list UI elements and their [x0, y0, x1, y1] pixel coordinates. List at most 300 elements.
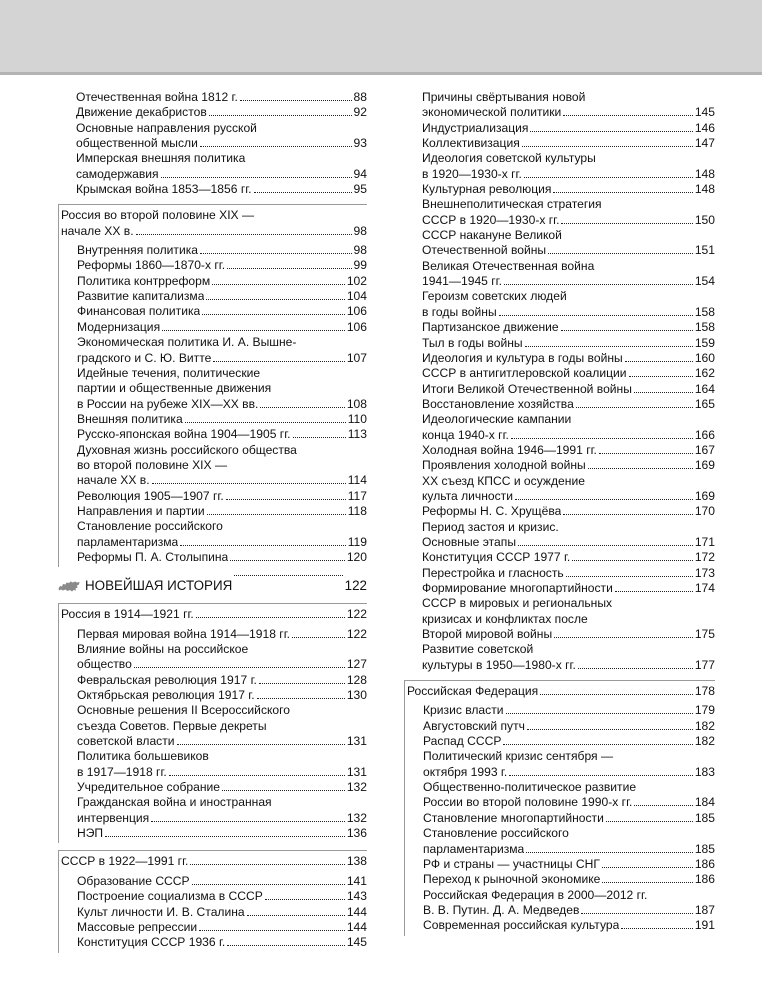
toc-page-number: 120 [346, 549, 367, 564]
toc-entry-title: Внутренняя политика [77, 243, 198, 258]
dot-leader [525, 344, 693, 347]
toc-entry-line: Влияние войны на российское [77, 642, 249, 656]
toc-entry-last-line [76, 136, 367, 151]
toc-entry[interactable] [422, 259, 715, 290]
toc-group [59, 627, 367, 842]
toc-entry-last-line [422, 428, 715, 443]
dot-leader [522, 144, 693, 147]
toc-entry-title: Финансовая политика [77, 304, 201, 319]
toc-entry[interactable] [77, 427, 367, 442]
toc-entry-last-line [423, 918, 715, 933]
toc-entry[interactable] [77, 504, 367, 519]
toc-entry-last-line [422, 336, 715, 351]
toc-entry-last-line [422, 504, 715, 519]
dot-leader [254, 190, 352, 193]
toc-page-number: 171 [694, 534, 715, 549]
dot-leader [553, 190, 692, 193]
toc-entry-title: Реформы Н. С. Хрущёва [422, 504, 562, 519]
toc-entry-title: Восстановление хозяйства [422, 396, 574, 411]
dot-leader [230, 558, 345, 561]
toc-entry-last-line [423, 857, 715, 872]
toc-entry-title: Реформы П. А. Столыпина [77, 549, 229, 564]
toc-entry-last-line [422, 243, 715, 258]
toc-entry[interactable] [422, 596, 715, 642]
toc-entry-last-line [77, 274, 367, 289]
toc-page-number: 154 [694, 274, 715, 289]
toc-entry-line: Основные направления русской [76, 120, 257, 135]
toc-entry[interactable] [77, 243, 367, 258]
toc-entry-last-line [77, 920, 367, 935]
dot-leader [105, 834, 345, 837]
toc-page-number: 104 [346, 289, 367, 304]
toc-entry[interactable] [423, 872, 715, 887]
toc-page-number: 113 [347, 427, 367, 442]
dot-leader [566, 574, 693, 577]
toc-entry-last-line [77, 535, 367, 550]
dot-leader [177, 742, 345, 745]
dot-leader [499, 313, 693, 316]
toc-entry-line: Период застоя и кризис. [422, 519, 559, 534]
toc-entry-last-line [76, 167, 367, 182]
toc-section-heading[interactable] [59, 854, 367, 869]
toc-entry-last-line [422, 167, 715, 182]
dot-leader [185, 420, 346, 423]
toc-entry[interactable] [422, 351, 715, 366]
toc-entry-title: 1941—1945 гг. [422, 274, 502, 289]
dot-leader [199, 928, 345, 931]
toc-entry-last-line [77, 780, 367, 795]
dot-leader [161, 175, 352, 178]
toc-section-heading[interactable] [59, 607, 367, 622]
toc-entry[interactable] [76, 121, 367, 152]
dot-leader [578, 666, 693, 669]
toc-entry-title: Построение социализма в СССР [77, 889, 263, 904]
toc-section-block [58, 204, 367, 567]
toc-page-number: 148 [694, 166, 715, 181]
toc-entry[interactable] [77, 289, 367, 304]
toc-entry[interactable] [422, 197, 715, 228]
toc-entry-last-line [422, 397, 715, 412]
toc-entry-title: Конституция СССР 1936 г. [77, 935, 226, 950]
toc-entry-line: во второй половине XIX — [77, 457, 228, 472]
toc-entry[interactable] [77, 550, 367, 565]
toc-entry-title: Перестройка и гласность [422, 565, 564, 580]
toc-entry-line: Духовная жизнь российского общества [77, 442, 297, 457]
toc-entry[interactable] [77, 780, 367, 795]
toc-page-number: 148 [694, 182, 715, 197]
toc-page-number: 143 [346, 889, 367, 904]
toc-entry[interactable] [76, 151, 367, 182]
toc-entry-last-line [422, 566, 715, 581]
toc-page-number: 108 [346, 396, 367, 411]
dot-leader [292, 635, 345, 638]
toc-entry[interactable] [422, 397, 715, 412]
toc-entry[interactable] [77, 920, 367, 935]
toc-entry[interactable] [77, 889, 367, 904]
toc-entry-last-line [77, 489, 367, 504]
toc-page-number: 145 [694, 105, 715, 120]
toc-entry-title: Политика контрреформ [77, 273, 211, 288]
toc-entry-line: Идеологические кампании [422, 412, 572, 427]
toc-page-number: 144 [346, 904, 367, 919]
toc-entry[interactable] [422, 382, 715, 397]
dot-leader [524, 175, 693, 178]
toc-page-number: 146 [694, 120, 715, 135]
toc-entry-last-line [423, 795, 715, 810]
toc-entry-title: Россия в 1914—1921 гг. [61, 607, 194, 622]
toc-entry-last-line [77, 627, 367, 642]
part-heading[interactable] [58, 576, 367, 596]
toc-page-number: 166 [694, 427, 715, 442]
toc-page-number: 98 [353, 243, 367, 258]
toc-entry-title: культа личности [422, 488, 513, 503]
toc-entry-last-line [61, 607, 367, 622]
toc-entry[interactable] [76, 90, 367, 105]
dot-leader [629, 374, 693, 377]
toc-page-number: 150 [694, 212, 715, 227]
toc-entry[interactable] [77, 642, 367, 673]
toc-entry-line: Гражданская война и иностранная [77, 795, 272, 810]
dot-leader [200, 144, 352, 147]
russia-map-icon [58, 580, 80, 593]
toc-page-number: 102 [346, 273, 367, 288]
toc-entry-title: экономической политики [422, 105, 562, 120]
toc-entry[interactable] [422, 366, 715, 381]
dot-leader [169, 773, 345, 776]
toc-page-number: 130 [346, 688, 367, 703]
toc-entry[interactable] [77, 905, 367, 920]
toc-entry-title: Октябрьская революция 1917 г. [77, 688, 255, 703]
toc-entry-last-line [77, 657, 367, 672]
toc-entry[interactable] [422, 289, 715, 320]
toc-entry-line: Россия во второй половине XIX — [61, 208, 255, 223]
toc-entry-title: Второй мировой войны [422, 627, 553, 642]
toc-entry[interactable] [422, 474, 715, 505]
toc-entry-last-line [423, 811, 715, 826]
toc-entry-line: Основные решения II Всероссийского [77, 703, 291, 718]
toc-entry[interactable] [76, 105, 367, 120]
dot-leader [634, 803, 692, 806]
toc-entry-last-line [422, 581, 715, 596]
toc-page-number: 106 [346, 304, 367, 319]
toc-entry[interactable] [77, 489, 367, 504]
toc-entry[interactable] [77, 703, 367, 749]
toc-entry-last-line [76, 105, 367, 120]
dot-leader [152, 481, 346, 484]
toc-entry[interactable] [422, 90, 715, 121]
dot-leader [206, 297, 344, 300]
toc-entry-title: Коллективизация [422, 136, 520, 151]
toc-entry-last-line [422, 105, 715, 120]
dot-leader [257, 696, 345, 699]
dot-leader [196, 615, 345, 618]
toc-entry-last-line [422, 182, 715, 197]
toc-page-number: 175 [694, 627, 715, 642]
toc-page-number: 158 [694, 320, 715, 335]
toc-entry-last-line [422, 121, 715, 136]
toc-entry-line: партии и общественные движения [77, 381, 272, 396]
toc-entry[interactable] [77, 935, 367, 950]
toc-page-number: 185 [694, 810, 715, 825]
toc-entry-last-line [422, 305, 715, 320]
toc-entry[interactable] [77, 366, 367, 412]
toc-entry[interactable] [422, 121, 715, 136]
toc-page-number: 185 [694, 841, 715, 856]
toc-entry-last-line [423, 903, 715, 918]
toc-entry-title: Тыл в годы войны [422, 335, 523, 350]
dot-leader [260, 405, 344, 408]
toc-entry-title: Образование СССР [77, 873, 190, 888]
toc-entry[interactable] [422, 520, 715, 551]
dot-leader [209, 113, 352, 116]
toc-entry-title: Холодная война 1946—1991 гг. [422, 442, 597, 457]
dot-leader [293, 435, 346, 438]
toc-entry[interactable] [423, 918, 715, 933]
toc-entry-line: Причины свёртывания новой [422, 90, 586, 104]
toc-entry-title: Учредительное собрание [77, 780, 221, 795]
dot-leader [602, 880, 692, 883]
toc-group [58, 90, 367, 197]
toc-entry[interactable] [77, 412, 367, 427]
toc-entry-last-line [77, 734, 367, 749]
toc-entry-title: самодержавия [76, 166, 159, 181]
toc-entry[interactable] [77, 826, 367, 841]
toc-page-number: 173 [694, 565, 715, 580]
toc-entry[interactable] [422, 458, 715, 473]
toc-section-heading[interactable] [59, 208, 367, 239]
dot-leader [548, 251, 693, 254]
dot-leader [192, 882, 345, 885]
toc-entry[interactable] [423, 811, 715, 826]
dot-leader [526, 850, 693, 853]
toc-entry[interactable] [77, 688, 367, 703]
toc-entry-title: В. В. Путин. Д. А. Медведев [423, 902, 580, 917]
dot-leader [527, 727, 693, 730]
toc-page-number: 122 [346, 607, 367, 622]
dot-leader [572, 558, 693, 561]
toc-entry[interactable] [423, 826, 715, 857]
dot-leader [561, 221, 692, 224]
toc-entry[interactable] [77, 335, 367, 366]
toc-entry-last-line [77, 811, 367, 826]
toc-entry-title: октября 1993 г. [423, 764, 508, 779]
toc-entry[interactable] [77, 749, 367, 780]
toc-entry-title: Движение декабристов [76, 105, 207, 120]
toc-page-number: 94 [353, 166, 367, 181]
dot-leader [202, 312, 345, 315]
toc-entry[interactable] [77, 274, 367, 289]
toc-page-number: 144 [346, 919, 367, 934]
toc-page-number: 186 [694, 872, 715, 887]
toc-entry-title: градского и С. Ю. Витте [77, 350, 212, 365]
toc-entry-line: кризисах и конфликтах после [422, 611, 588, 626]
dot-leader [540, 692, 693, 695]
toc-page-number: 182 [694, 718, 715, 733]
toc-entry-last-line [77, 935, 367, 950]
dot-leader [561, 328, 693, 331]
toc-entry[interactable] [77, 320, 367, 335]
toc-page-number: 99 [353, 258, 367, 273]
toc-page-number: 110 [347, 411, 367, 426]
toc-entry-line: Политический кризис сентября — [423, 749, 614, 764]
dot-leader [509, 773, 693, 776]
dot-leader [207, 512, 346, 515]
toc-entry-title: Современная российская культура [423, 918, 620, 933]
toc-entry-line: Становление российского [423, 826, 569, 841]
toc-entry-last-line [422, 274, 715, 289]
toc-entry[interactable] [423, 703, 715, 718]
toc-entry[interactable] [422, 182, 715, 197]
toc-section-block [58, 603, 367, 843]
toc-entry[interactable] [422, 320, 715, 335]
dot-leader [226, 497, 346, 500]
toc-entry-title: России во второй половине 1990-х гг. [423, 795, 633, 810]
toc-entry-last-line [77, 304, 367, 319]
toc-entry-last-line [422, 627, 715, 642]
part-page: 122 [344, 578, 367, 594]
toc-entry-title: Индустриализация [422, 120, 529, 135]
toc-entry-title: Кризис власти [423, 703, 504, 718]
toc-entry[interactable] [77, 519, 367, 550]
toc-entry-title: Первая мировая война 1914—1918 гг. [77, 626, 291, 641]
toc-page-number: 160 [694, 350, 715, 365]
toc-page-number: 179 [694, 703, 715, 718]
toc-entry-title: начале XX в. [77, 473, 150, 488]
toc-right-column [404, 90, 715, 936]
toc-entry-last-line [422, 658, 715, 673]
dot-leader [576, 405, 693, 408]
dot-leader [599, 451, 693, 454]
toc-entry-line: Российская Федерация в 2000—2012 гг. [423, 887, 648, 902]
toc-left-column [58, 90, 367, 953]
toc-page-number: 95 [353, 182, 367, 197]
toc-entry-line: съезда Советов. Первые декреты [77, 718, 267, 733]
toc-entry-title: в 1920—1930-х гг. [422, 166, 522, 181]
toc-entry-last-line [422, 136, 715, 151]
part-title: НОВЕЙШАЯ ИСТОРИЯ [85, 578, 233, 594]
dot-leader [213, 359, 344, 362]
toc-entry-title: Становление многопартийности [423, 810, 604, 825]
dot-leader [212, 282, 345, 285]
toc-entry-title: общество [77, 657, 132, 672]
toc-page-number: 131 [346, 734, 367, 749]
toc-page-number: 186 [694, 856, 715, 871]
toc-entry-title: СССР в антигитлеровской коалиции [422, 366, 627, 381]
toc-entry-title: Распад СССР [423, 734, 502, 749]
toc-entry[interactable] [77, 874, 367, 889]
dot-leader [222, 788, 345, 791]
toc-entry-title: Культурная революция [422, 182, 552, 197]
toc-page-number: 191 [694, 918, 715, 933]
toc-entry-title: Культ личности И. В. Сталина [77, 904, 245, 919]
toc-page-number: 169 [694, 488, 715, 503]
toc-entry-title: Августовский путч [423, 718, 525, 733]
toc-entry[interactable] [422, 504, 715, 519]
toc-page-number: 136 [346, 826, 367, 841]
toc-entry[interactable] [423, 780, 715, 811]
toc-entry[interactable] [422, 642, 715, 673]
toc-entry-last-line [77, 905, 367, 920]
toc-entry[interactable] [422, 228, 715, 259]
toc-page-number: 145 [346, 935, 367, 950]
toc-entry-line: СССР в мировых и региональных [422, 596, 613, 611]
dot-leader [634, 390, 693, 393]
toc-section-block [58, 850, 367, 952]
toc-entry[interactable] [422, 550, 715, 565]
toc-entry[interactable] [77, 673, 367, 688]
toc-entry[interactable] [422, 336, 715, 351]
toc-group [59, 243, 367, 565]
toc-entry[interactable] [77, 443, 367, 489]
toc-entry-line: Имперская внешняя политика [76, 151, 246, 166]
toc-page-number: 138 [346, 854, 367, 869]
dot-leader [554, 635, 693, 638]
toc-entry-title: Крымская война 1853—1856 гг. [76, 182, 252, 197]
toc-section-block [404, 680, 715, 936]
toc-entry[interactable] [422, 566, 715, 581]
toc-entry-title: Проявления холодной войны [422, 458, 586, 473]
toc-page-number: 141 [346, 873, 367, 888]
toc-entry-last-line [77, 550, 367, 565]
toc-entry[interactable] [77, 304, 367, 319]
toc-entry[interactable] [423, 734, 715, 749]
toc-entry[interactable] [422, 412, 715, 443]
toc-entry[interactable] [423, 857, 715, 872]
toc-page-number: 128 [346, 672, 367, 687]
toc-page-number: 127 [346, 657, 367, 672]
toc-entry-last-line [423, 703, 715, 718]
toc-entry-last-line [77, 289, 367, 304]
toc-entry[interactable] [77, 258, 367, 273]
toc-entry[interactable] [422, 443, 715, 458]
toc-entry[interactable] [423, 719, 715, 734]
toc-entry-last-line [77, 427, 367, 442]
toc-entry[interactable] [423, 749, 715, 780]
toc-page-number: 177 [694, 657, 715, 672]
toc-entry-title: культуры в 1950—1980-х гг. [422, 657, 576, 672]
toc-entry[interactable] [76, 182, 367, 197]
toc-entry[interactable] [422, 136, 715, 151]
toc-page-number: 174 [694, 581, 715, 595]
toc-entry-last-line [77, 874, 367, 889]
toc-entry[interactable] [77, 795, 367, 826]
toc-entry-last-line [77, 412, 367, 427]
toc-page-number: 158 [694, 304, 715, 319]
toc-entry-last-line [61, 854, 367, 869]
dot-leader [602, 865, 693, 868]
toc-page-number: 164 [694, 381, 715, 396]
toc-entry-line: Общественно-политическое развитие [423, 780, 637, 795]
toc-entry-title: Внешняя политика [77, 411, 183, 426]
toc-page-number: 93 [353, 136, 367, 151]
dot-leader [625, 359, 693, 362]
dot-leader [136, 232, 352, 235]
toc-entry[interactable] [422, 581, 715, 596]
toc-entry-title: Массовые репрессии [77, 919, 198, 934]
toc-section-heading[interactable] [405, 684, 715, 699]
dot-leader [621, 926, 692, 929]
toc-entry[interactable] [423, 888, 715, 919]
toc-entry[interactable] [422, 151, 715, 182]
toc-page-number: 92 [353, 105, 367, 120]
toc-entry-title: конца 1940-х гг. [422, 427, 509, 442]
toc-entry-line: Великая Отечественная война [422, 258, 595, 273]
toc-page-number: 169 [694, 458, 715, 473]
toc-entry-last-line [76, 182, 367, 197]
toc-entry-line: СССР накануне Великой [422, 228, 562, 243]
toc-entry[interactable] [77, 627, 367, 642]
toc-page-number: 184 [694, 795, 715, 810]
